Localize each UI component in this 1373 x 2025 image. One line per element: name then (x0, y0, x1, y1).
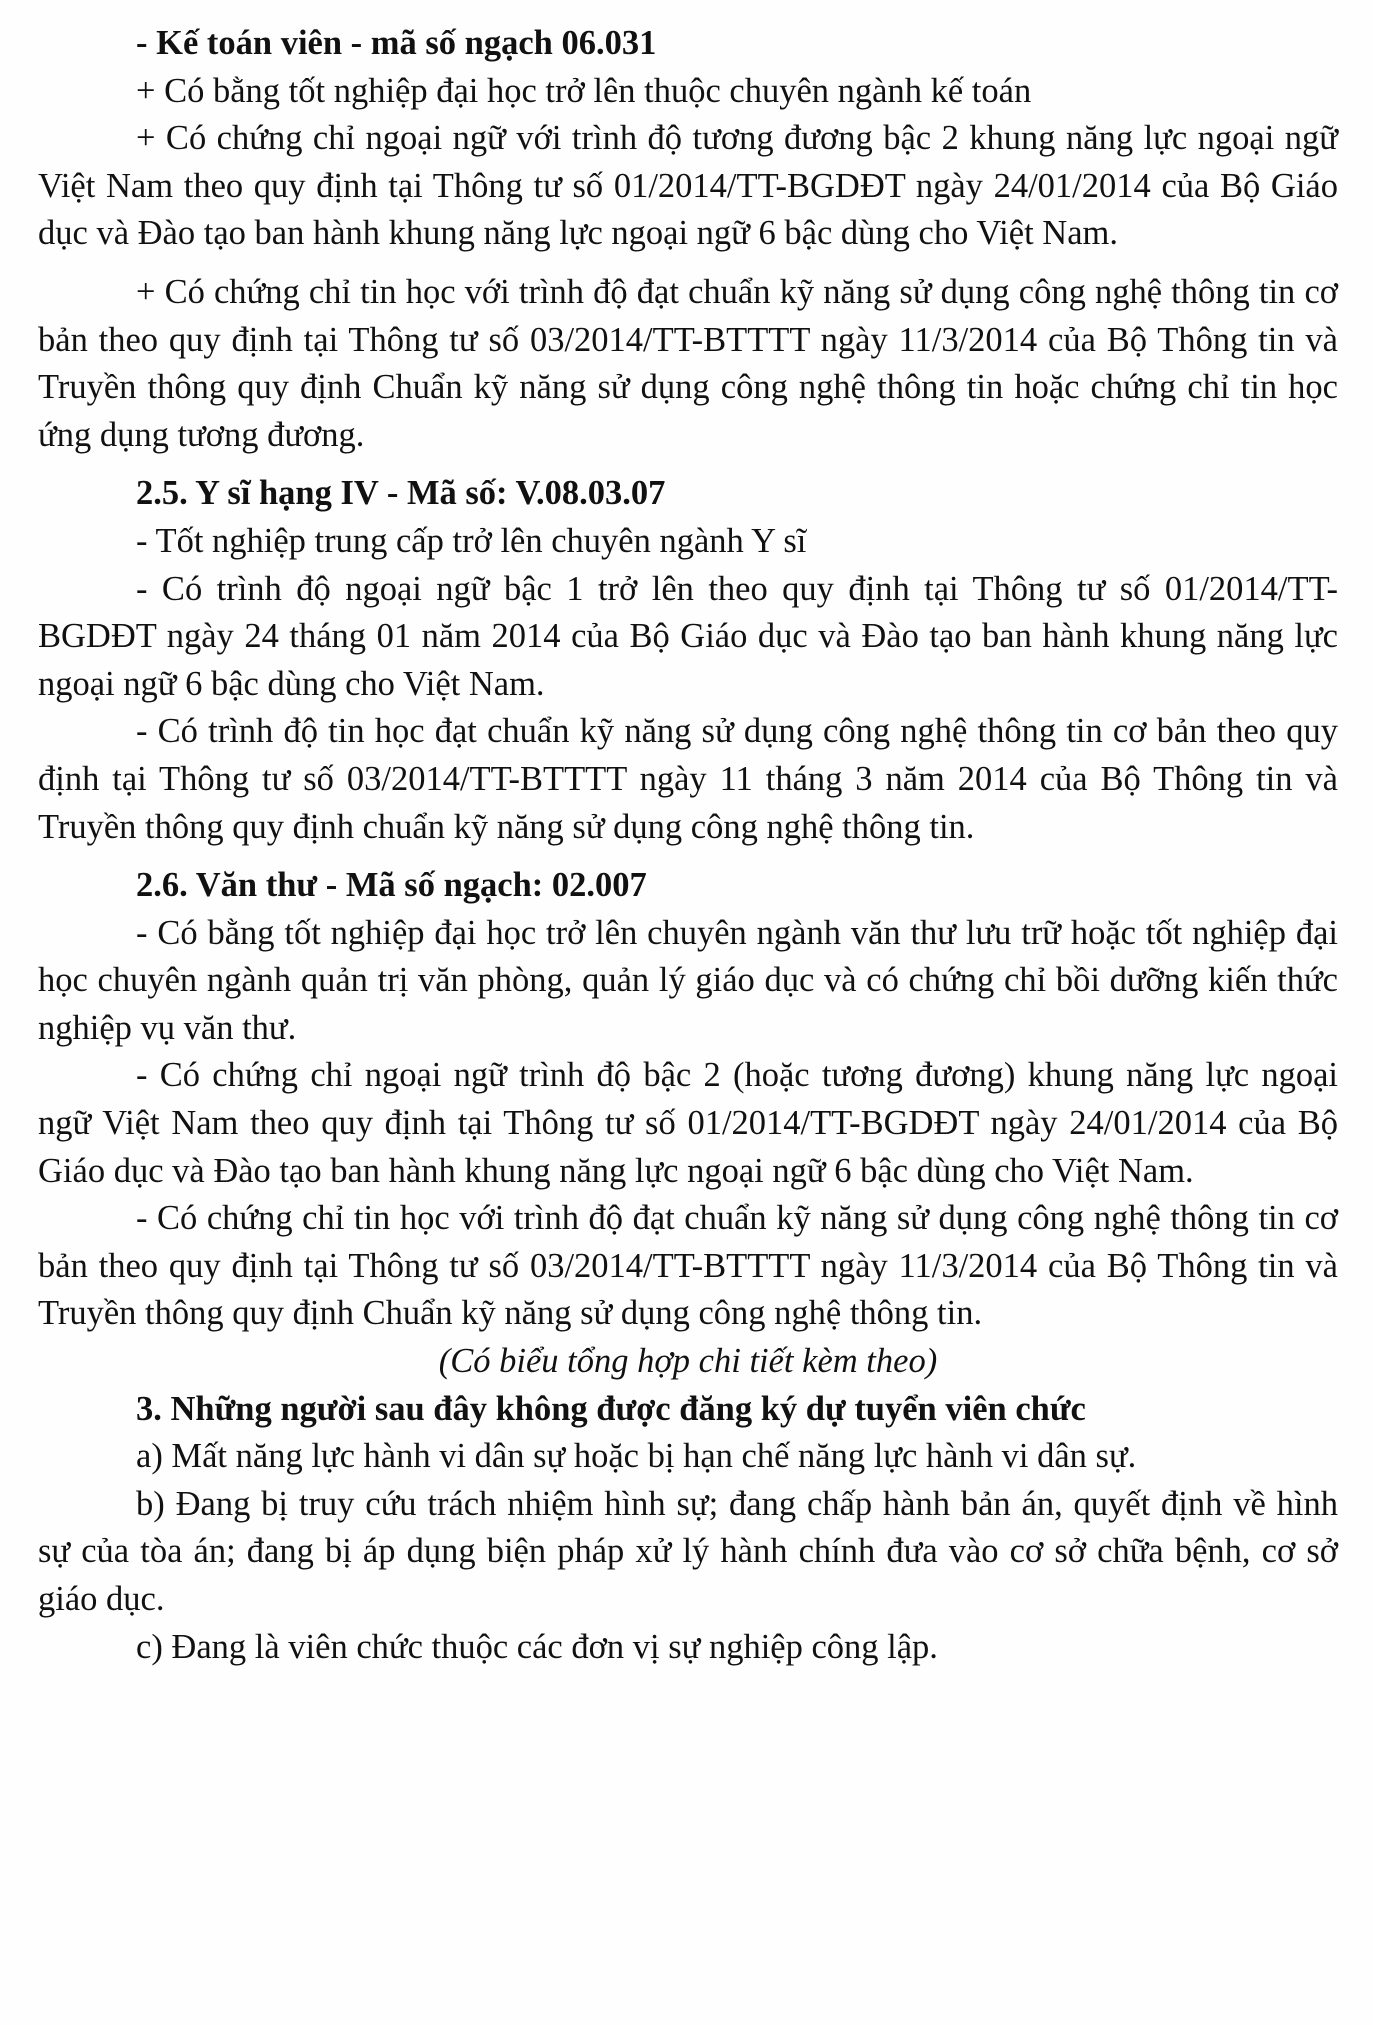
attached-note: (Có biểu tổng hợp chi tiết kèm theo) (438, 1342, 938, 1381)
van-thu-requirement-language: - Có chứng chỉ ngoại ngữ trình độ bậc 2 (hoặc tương đương) khung năng lực ngoại ngữ Việt Nam theo quy định tại Thông tư số 01/2014/TT-BGDĐT ngày 24/01/2014 của Bộ Giáo dục và Đào tạo ban hành khung năng lực ngoại ngữ 6 bậc dùng cho Việt Nam. (38, 1056, 1338, 1190)
heading-y-si: 2.5. Y sĩ hạng IV - Mã số: V.08.03.07 (136, 474, 666, 513)
heading-van-thu: 2.6. Văn thư - Mã số ngạch: 02.007 (136, 866, 647, 905)
heading-section-3: 3. Những người sau đây không được đăng ký dự tuyển viên chức (136, 1389, 1086, 1428)
ke-toan-requirement-it: + Có chứng chỉ tin học với trình độ đạt chuẩn kỹ năng sử dụng công nghệ thông tin cơ bản theo quy định tại Thông tư số 03/2014/TT-BTTTT ngày 11/3/2014 của Bộ Thông tin và Truyền thông quy định Chuẩn kỹ năng sử dụng công nghệ thông tin hoặc chứng chỉ tin học ứng dụng tương đương. (38, 272, 1338, 454)
heading-ke-toan-vien: - Kế toán viên - mã số ngạch 06.031 (136, 24, 657, 62)
y-si-requirement-degree: - Tốt nghiệp trung cấp trở lên chuyên ngành Y sĩ (136, 521, 807, 560)
section-3-item-c: c) Đang là viên chức thuộc các đơn vị sự nghiệp công lập. (136, 1627, 938, 1666)
van-thu-requirement-degree: - Có bằng tốt nghiệp đại học trở lên chuyên ngành văn thư lưu trữ hoặc tốt nghiệp đại học chuyên ngành quản trị văn phòng, quản lý giáo dục và có chứng chỉ bồi dưỡng kiến thức nghiệp vụ văn thư. (38, 913, 1338, 1047)
ke-toan-requirement-degree: + Có bằng tốt nghiệp đại học trở lên thuộc chuyên ngành kế toán (136, 71, 1032, 110)
ke-toan-requirement-language: + Có chứng chỉ ngoại ngữ với trình độ tương đương bậc 2 khung năng lực ngoại ngữ Việt Nam theo quy định tại Thông tư số 01/2014/TT-BGDĐT ngày 24/01/2014 của Bộ Giáo dục và Đào tạo ban hành khung năng lực ngoại ngữ 6 bậc dùng cho Việt Nam. (38, 119, 1338, 253)
document-body (38, 20, 1338, 1671)
y-si-requirement-language: - Có trình độ ngoại ngữ bậc 1 trở lên theo quy định tại Thông tư số 01/2014/TT-BGDĐT ngày 24 tháng 01 năm 2014 của Bộ Giáo dục và Đào tạo ban hành khung năng lực ngoại ngữ 6 bậc dùng cho Việt Nam. (38, 569, 1338, 703)
van-thu-requirement-it: - Có chứng chỉ tin học với trình độ đạt chuẩn kỹ năng sử dụng công nghệ thông tin cơ bản theo quy định tại Thông tư số 03/2014/TT-BTTTT ngày 11/3/2014 của Bộ Thông tin và Truyền thông quy định Chuẩn kỹ năng sử dụng công nghệ thông tin. (38, 1199, 1338, 1333)
section-3-item-a: a) Mất năng lực hành vi dân sự hoặc bị hạn chế năng lực hành vi dân sự. (136, 1437, 1137, 1476)
y-si-requirement-it: - Có trình độ tin học đạt chuẩn kỹ năng sử dụng công nghệ thông tin cơ bản theo quy định tại Thông tư số 03/2014/TT-BTTTT ngày 11 tháng 3 năm 2014 của Bộ Thông tin và Truyền thông quy định chuẩn kỹ năng sử dụng công nghệ thông tin. (38, 712, 1338, 846)
section-3-item-b: b) Đang bị truy cứu trách nhiệm hình sự; đang chấp hành bản án, quyết định về hình sự của tòa án; đang bị áp dụng biện pháp xử lý hành chính đưa vào cơ sở chữa bệnh, cơ sở giáo dục. (38, 1484, 1338, 1618)
